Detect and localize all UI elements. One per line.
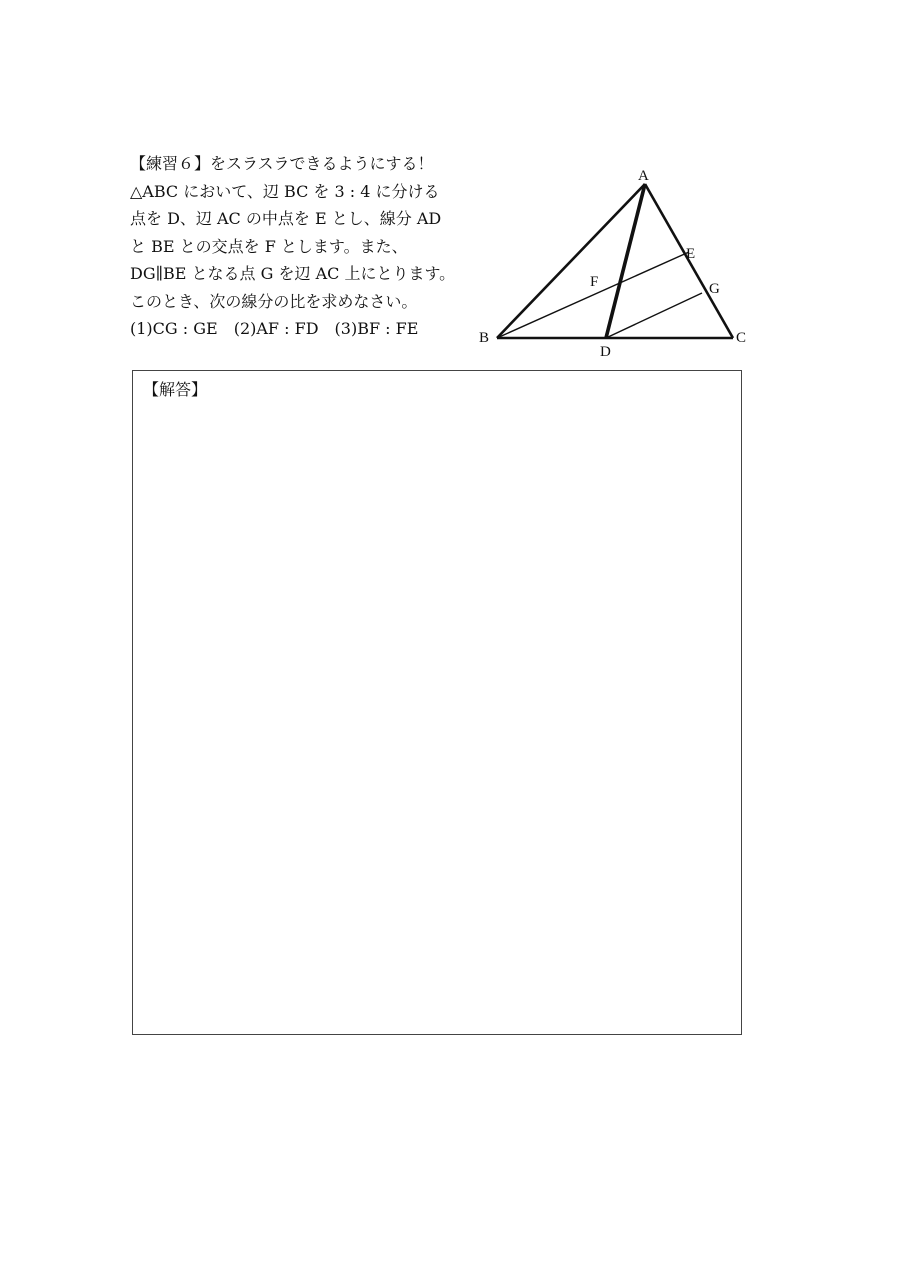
- segment-dg: [606, 293, 702, 338]
- problem-line-1: 【練習６】をスラスラできるようにする！: [130, 154, 434, 173]
- label-c: C: [736, 330, 747, 346]
- problem-line-5: DG∥BE となる点 G を辺 AC 上にとります。: [130, 264, 456, 283]
- label-e: E: [686, 246, 696, 262]
- triangle-diagram: [470, 160, 760, 365]
- segment-be: [497, 252, 689, 338]
- label-b: B: [479, 330, 490, 346]
- problem-statement: [130, 150, 480, 343]
- label-g: G: [709, 281, 720, 297]
- label-a: A: [638, 168, 649, 184]
- answer-box: [132, 370, 742, 1035]
- segment-ad: [606, 184, 645, 338]
- label-d: D: [600, 344, 611, 360]
- side-ab: [497, 184, 645, 338]
- problem-line-3: 点を D、辺 AC の中点を E とし、線分 AD: [130, 209, 442, 228]
- problem-line-6: このとき、次の線分の比を求めなさい。: [130, 291, 418, 311]
- problem-line-4: と BE との交点を F とします。また、: [130, 236, 408, 256]
- label-f: F: [590, 274, 599, 290]
- problem-questions: (1)CG : GE (2)AF : FD (3)BF : FE: [130, 319, 419, 338]
- problem-line-2: △ABC において、辺 BC を 3 : 4 に分ける: [130, 181, 440, 201]
- triangle-figure: [470, 160, 760, 365]
- answer-title: 【解答】: [143, 380, 208, 399]
